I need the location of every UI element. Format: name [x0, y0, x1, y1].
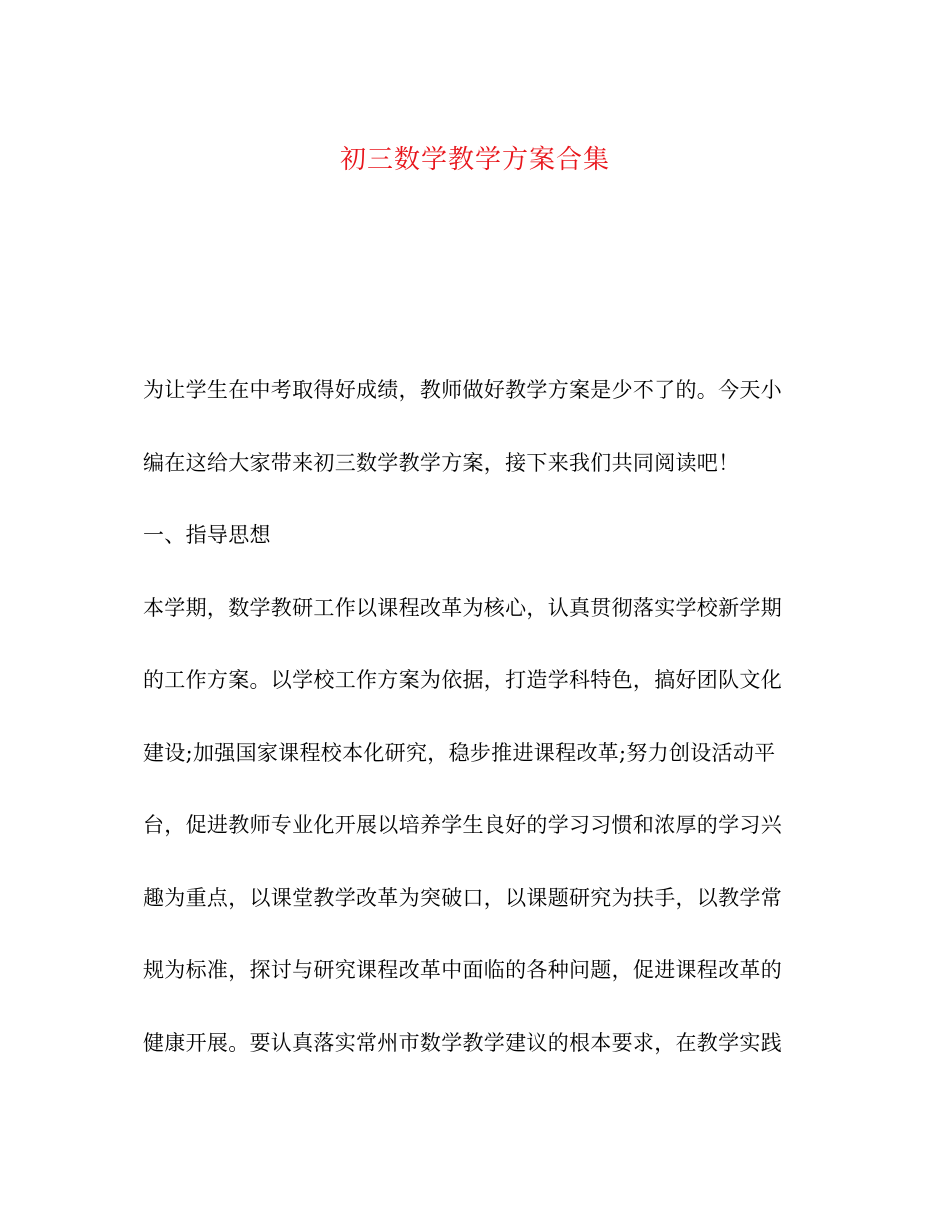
paragraph-line: 本学期，数学教研工作以课程改革为核心，认真贯彻落实学校新学期: [143, 595, 782, 620]
paragraph-line: 的工作方案。以学校工作方案为依据，打造学科特色，搞好团队文化: [143, 668, 782, 692]
document-title: 初三数学教学方案合集: [339, 145, 610, 175]
paragraph-line: 健康开展。要认真落实常州市数学教学建议的根本要求，在教学实践: [143, 1030, 782, 1055]
paragraph-line: 编在这给大家带来初三数学教学方案，接下来我们共同阅读吧！: [143, 450, 740, 475]
section-heading: 一、指导思想: [143, 523, 271, 547]
paragraph-line: 趣为重点，以课堂教学改革为突破口，以课题研究为扶手，以教学常: [143, 885, 782, 910]
paragraph-line: 为让学生在中考取得好成绩，教师做好教学方案是少不了的。今天小: [143, 378, 782, 402]
document-body: [143, 370, 803, 1095]
paragraph-line: 台，促进教师专业化开展以培养学生良好的学习习惯和浓厚的学习兴: [143, 813, 782, 837]
paragraph-line: 规为标准，探讨与研究课程改革中面临的各种问题，促进课程改革的: [143, 958, 782, 982]
paragraph-line: 建设;加强国家课程校本化研究，稳步推进课程改革;努力创设活动平: [143, 740, 776, 765]
